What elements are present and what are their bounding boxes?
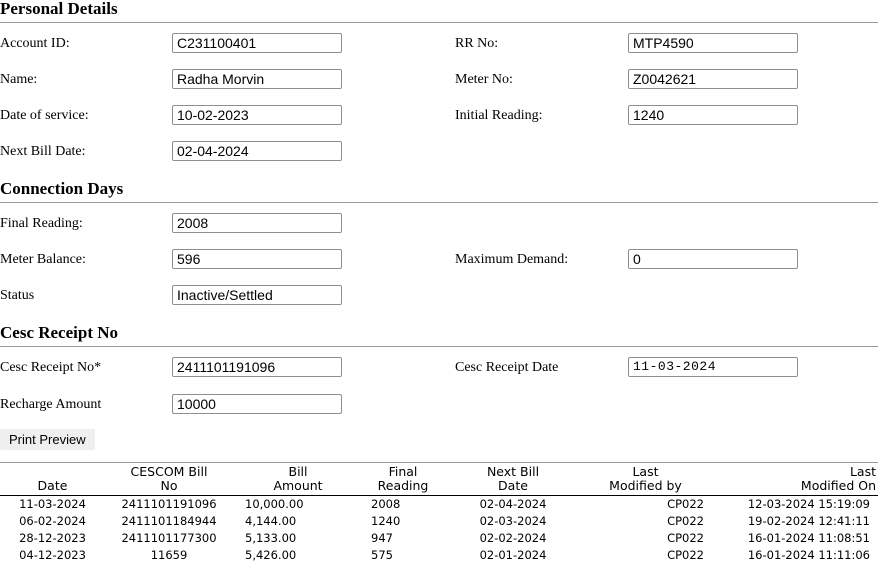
column-header-next-bill-date: [443, 463, 583, 496]
recharge-amount-field[interactable]: 10000: [172, 394, 342, 414]
cell-next-bill-date: 02-03-2024: [443, 513, 583, 530]
column-header-line: Reading: [378, 478, 429, 493]
column-header-line: No: [161, 478, 178, 493]
date-of-service-label: Date of service:: [0, 108, 89, 124]
personal-details-heading: Personal Details: [0, 0, 878, 23]
column-header-line: Last: [632, 464, 658, 479]
cell-last-modified-on: 19-02-2024 12:41:11: [708, 513, 878, 530]
cell-next-bill-date: 02-01-2024: [443, 547, 583, 564]
cell-date: 04-12-2023: [0, 547, 105, 564]
cell-cescom-bill-no: 2411101184944: [105, 513, 233, 530]
history-header-row: [0, 463, 878, 496]
cell-date: 28-12-2023: [0, 530, 105, 547]
history-body: [0, 496, 878, 564]
maximum-demand-field[interactable]: 0: [628, 249, 798, 269]
column-header-line: Next Bill: [487, 464, 539, 479]
cell-final-reading: 2008: [363, 496, 443, 514]
cell-date: 11-03-2024: [0, 496, 105, 514]
cell-final-reading: 947: [363, 530, 443, 547]
next-bill-date-field[interactable]: 02-04-2024: [172, 141, 342, 161]
meter-no-field[interactable]: Z0042621: [628, 69, 798, 89]
account-id-field[interactable]: C231100401: [172, 33, 342, 53]
cesc-receipt-no-label: Cesc Receipt No*: [0, 360, 101, 376]
final-reading-field[interactable]: 2008: [172, 213, 342, 233]
cesc-receipt-date-label: Cesc Receipt Date: [455, 360, 558, 376]
connection-days-heading: Connection Days: [0, 180, 878, 203]
cell-last-modified-by: CP022: [583, 547, 708, 564]
cell-final-reading: 1240: [363, 513, 443, 530]
initial-reading-field[interactable]: 1240: [628, 105, 798, 125]
status-field[interactable]: Inactive/Settled: [172, 285, 342, 305]
table-row: [0, 547, 878, 564]
next-bill-date-label: Next Bill Date:: [0, 144, 86, 160]
cell-bill-amount: 5,426.00: [233, 547, 363, 564]
recharge-amount-label: Recharge Amount: [0, 397, 101, 413]
cell-last-modified-by: CP022: [583, 530, 708, 547]
cell-cescom-bill-no: 11659: [105, 547, 233, 564]
column-header-line: Date: [38, 478, 68, 493]
rr-no-field[interactable]: MTP4590: [628, 33, 798, 53]
cell-last-modified-on: 16-01-2024 11:11:06: [708, 547, 878, 564]
column-header-line: Final: [389, 464, 418, 479]
cell-bill-amount: 4,144.00: [233, 513, 363, 530]
meter-no-label: Meter No:: [455, 72, 513, 88]
cesc-receipt-no-field[interactable]: 2411101191096: [172, 357, 342, 377]
meter-balance-label: Meter Balance:: [0, 252, 86, 268]
account-id-label: Account ID:: [0, 36, 70, 52]
column-header-final-reading: [363, 463, 443, 496]
meter-balance-field[interactable]: 596: [172, 249, 342, 269]
cell-last-modified-by: CP022: [583, 496, 708, 514]
column-header-line: Date: [498, 478, 528, 493]
column-header-cescom-bill-no: [105, 463, 233, 496]
column-header-last-modified-on: [708, 463, 878, 496]
initial-reading-label: Initial Reading:: [455, 108, 542, 124]
cesc-receipt-heading: Cesc Receipt No: [0, 324, 878, 347]
maximum-demand-label: Maximum Demand:: [455, 252, 568, 268]
name-label: Name:: [0, 72, 37, 88]
status-label: Status: [0, 288, 34, 304]
cell-last-modified-on: 12-03-2024 15:19:09: [708, 496, 878, 514]
cell-next-bill-date: 02-04-2024: [443, 496, 583, 514]
column-header-line: Modified by: [609, 478, 682, 493]
cell-final-reading: 575: [363, 547, 443, 564]
cell-bill-amount: 5,133.00: [233, 530, 363, 547]
final-reading-label: Final Reading:: [0, 216, 83, 232]
column-header-line: Modified On: [801, 478, 876, 493]
column-header-bill-amount: [233, 463, 363, 496]
cell-last-modified-by: CP022: [583, 513, 708, 530]
column-header-date: [0, 463, 105, 496]
name-field[interactable]: Radha Morvin: [172, 69, 342, 89]
cell-next-bill-date: 02-02-2024: [443, 530, 583, 547]
column-header-line: Last: [850, 464, 876, 479]
print-preview-button[interactable]: Print Preview: [0, 429, 95, 450]
cell-cescom-bill-no: 2411101177300: [105, 530, 233, 547]
column-header-line: Bill: [289, 464, 308, 479]
cesc-receipt-date-field[interactable]: 11-03-2024: [628, 357, 798, 377]
cell-bill-amount: 10,000.00: [233, 496, 363, 514]
cell-last-modified-on: 16-01-2024 11:08:51: [708, 530, 878, 547]
table-row: [0, 530, 878, 547]
history-table: [0, 463, 878, 564]
column-header-line: CESCOM Bill: [131, 464, 208, 479]
table-row: [0, 513, 878, 530]
date-of-service-field[interactable]: 10-02-2023: [172, 105, 342, 125]
table-row: [0, 496, 878, 514]
column-header-last-modified-by: [583, 463, 708, 496]
column-header-line: Amount: [273, 478, 322, 493]
rr-no-label: RR No:: [455, 36, 498, 52]
cell-date: 06-02-2024: [0, 513, 105, 530]
cell-cescom-bill-no: 2411101191096: [105, 496, 233, 514]
